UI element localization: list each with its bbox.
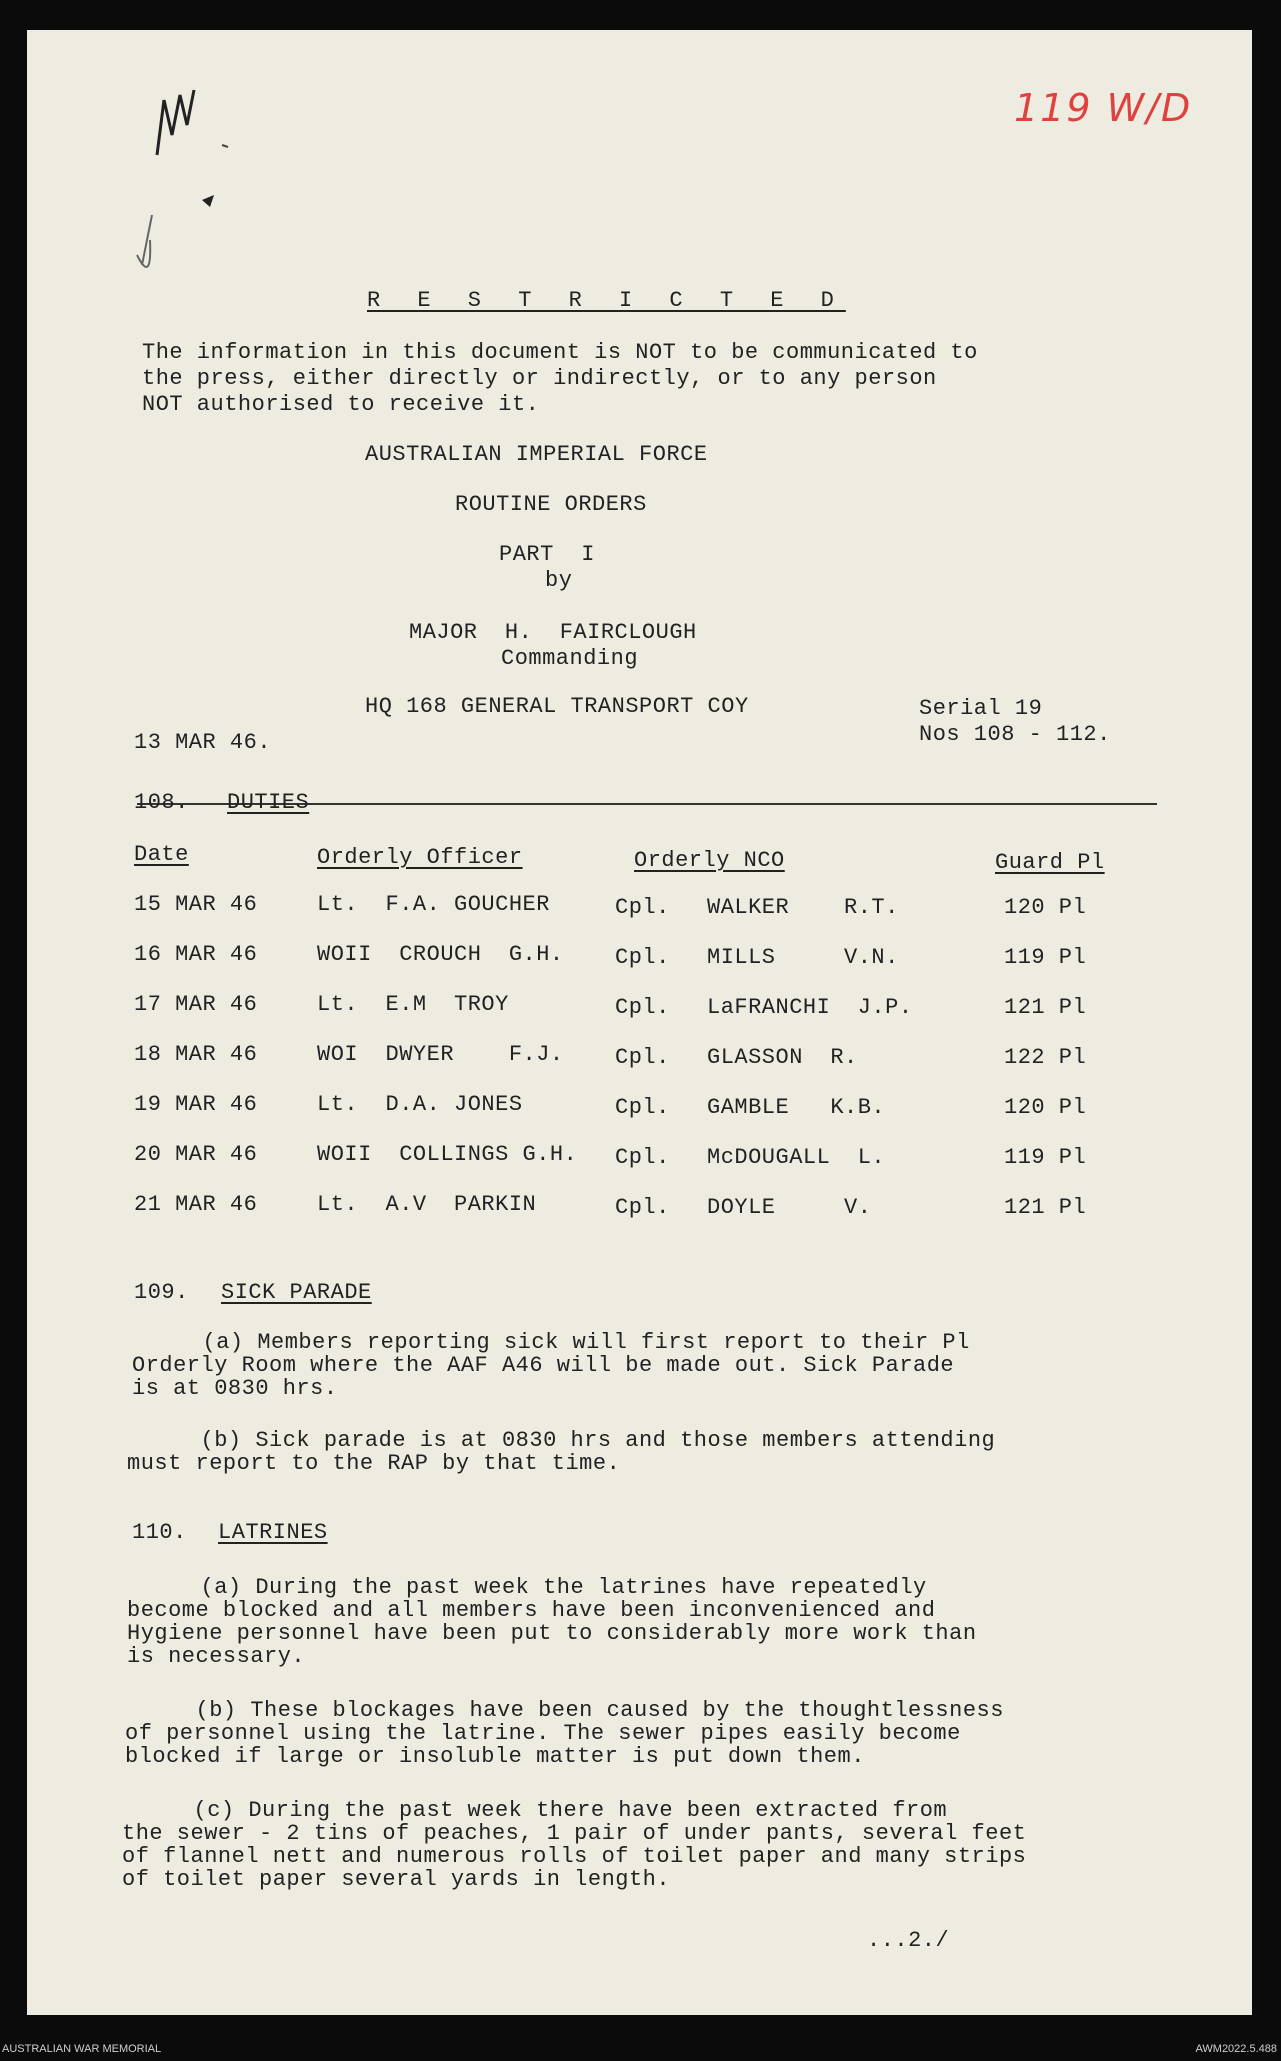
unit-name: HQ 168 GENERAL TRANSPORT COY [365, 694, 749, 719]
latrines-a-line-4: is necessary. [127, 1644, 306, 1669]
orders-title: ROUTINE ORDERS [455, 492, 647, 517]
continuation-mark: ...2./ [867, 1928, 950, 1953]
classification-heading: R E S T R I C T E D [367, 288, 846, 313]
commanding-label: Commanding [501, 646, 639, 671]
duty-date: 19 MAR 46 [134, 1092, 258, 1117]
duty-officer: Lt. F.A. GOUCHER [317, 892, 550, 917]
col-orderly-nco: Orderly NCO [634, 848, 785, 873]
duty-nco-rank: Cpl. [615, 1095, 670, 1120]
duties-heading: DUTIES [227, 790, 310, 815]
sick-b-line-2: must report to the RAP by that time. [127, 1451, 621, 1476]
duty-nco-rank: Cpl. [615, 1045, 670, 1070]
footer-right: AWM2022.5.488 [1195, 2043, 1277, 2055]
duty-nco-rank: Cpl. [615, 895, 670, 920]
by-label: by [545, 568, 573, 593]
notice-line-2: the press, either directly or indirectly, or to any person [142, 366, 937, 391]
commanding-officer: MAJOR H. FAIRCLOUGH [409, 620, 697, 645]
latrines-number: 110. [132, 1520, 187, 1545]
duty-date: 21 MAR 46 [134, 1192, 258, 1217]
latrines-a-line-1: (a) During the past week the latrines have repeatedly [132, 1575, 927, 1600]
duty-date: 15 MAR 46 [134, 892, 258, 917]
duty-nco: GAMBLE K.B. [707, 1095, 886, 1120]
sick-b-line-1: (b) Sick parade is at 0830 hrs and those members attending [132, 1428, 996, 1453]
duty-nco: LaFRANCHI J.P. [707, 995, 913, 1020]
duty-guard: 121 Pl [1004, 1195, 1087, 1220]
footer-left: AUSTRALIAN WAR MEMORIAL [2, 2043, 162, 2055]
latrines-c-line-1: (c) During the past week there have been extracted from [125, 1798, 948, 1823]
col-orderly-officer: Orderly Officer [317, 845, 523, 870]
latrines-c-line-2: the sewer - 2 tins of peaches, 1 pair of under pants, several feet [122, 1821, 1027, 1846]
latrines-a-line-3: Hygiene personnel have been put to considerably more work than [127, 1621, 977, 1646]
order-numbers: Nos 108 - 112. [919, 722, 1111, 747]
duty-date: 20 MAR 46 [134, 1142, 258, 1167]
duty-date: 17 MAR 46 [134, 992, 258, 1017]
sick-a-line-1: (a) Members reporting sick will first report to their Pl [134, 1330, 970, 1355]
latrines-c-line-3: of flannel nett and numerous rolls of toilet paper and many strips [122, 1844, 1027, 1869]
latrines-b-line-2: of personnel using the latrine. The sewer pipes easily become [125, 1721, 961, 1746]
duty-nco: GLASSON R. [707, 1045, 858, 1070]
duty-nco: MILLS V.N. [707, 945, 899, 970]
duty-nco: DOYLE V. [707, 1195, 872, 1220]
sick-a-line-3: is at 0830 hrs. [132, 1376, 338, 1401]
part-title: PART I [499, 542, 595, 567]
duty-nco-rank: Cpl. [615, 945, 670, 970]
latrines-a-line-2: become blocked and all members have been inconvenienced and [127, 1598, 936, 1623]
duty-officer: WOII CROUCH G.H. [317, 942, 564, 967]
duty-nco-rank: Cpl. [615, 1195, 670, 1220]
col-date: Date [134, 842, 189, 867]
serial-number: Serial 19 [919, 696, 1043, 721]
force-title: AUSTRALIAN IMPERIAL FORCE [365, 442, 708, 467]
latrines-c-line-4: of toilet paper several yards in length. [122, 1867, 671, 1892]
notice-line-3: NOT authorised to receive it. [142, 392, 540, 417]
duty-date: 18 MAR 46 [134, 1042, 258, 1067]
latrines-heading: LATRINES [218, 1520, 328, 1545]
duty-guard: 119 Pl [1004, 1145, 1087, 1170]
latrines-b-line-1: (b) These blockages have been caused by the thoughtlessness [127, 1698, 1004, 1723]
handwritten-annotation: 119 W/D [1014, 86, 1193, 130]
document-page [27, 30, 1252, 2015]
duty-officer: Lt. E.M TROY [317, 992, 509, 1017]
sick-number: 109. [134, 1280, 189, 1305]
pencil-mark-icon [102, 55, 242, 305]
duty-date: 16 MAR 46 [134, 942, 258, 967]
duty-nco-rank: Cpl. [615, 995, 670, 1020]
duty-guard: 120 Pl [1004, 1095, 1087, 1120]
notice-line-1: The information in this document is NOT to be communicated to [142, 340, 978, 365]
duty-guard: 119 Pl [1004, 945, 1087, 970]
latrines-b-line-3: blocked if large or insoluble matter is put down them. [125, 1744, 865, 1769]
issue-date: 13 MAR 46. [134, 730, 272, 755]
duty-officer: Lt. D.A. JONES [317, 1092, 523, 1117]
duty-nco: WALKER R.T. [707, 895, 899, 920]
duty-officer: WOI DWYER F.J. [317, 1042, 564, 1067]
sick-a-line-2: Orderly Room where the AAF A46 will be made out. Sick Parade [132, 1353, 955, 1378]
duty-officer: Lt. A.V PARKIN [317, 1192, 537, 1217]
sick-heading: SICK PARADE [221, 1280, 372, 1305]
duty-guard: 122 Pl [1004, 1045, 1087, 1070]
duty-officer: WOII COLLINGS G.H. [317, 1142, 578, 1167]
duty-nco: McDOUGALL L. [707, 1145, 886, 1170]
duty-nco-rank: Cpl. [615, 1145, 670, 1170]
col-guard-pl: Guard Pl [995, 850, 1105, 875]
duties-number: 108. [134, 790, 189, 815]
duty-guard: 121 Pl [1004, 995, 1087, 1020]
duty-guard: 120 Pl [1004, 895, 1087, 920]
